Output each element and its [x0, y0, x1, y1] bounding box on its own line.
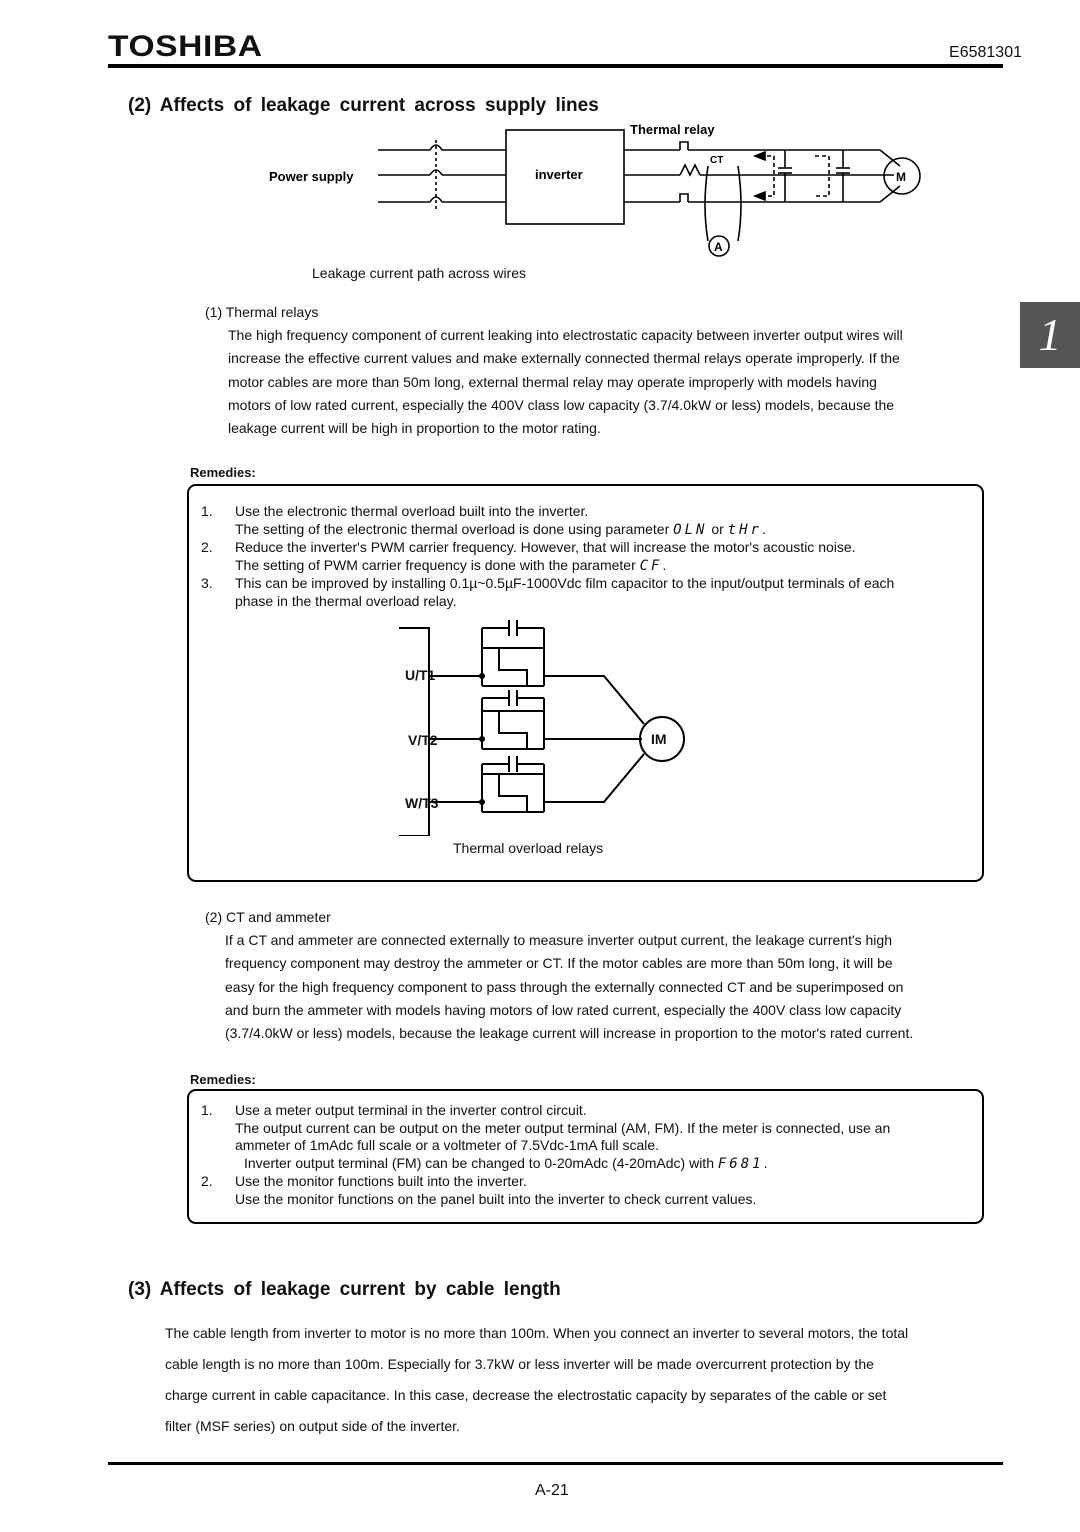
- remedies-box-thermal: [187, 484, 984, 882]
- remedy-line: Reduce the inverter's PWM carrier frequency. However, that will increase the motor's acoustic noise.: [235, 539, 856, 556]
- remedies-box-ammeter: [187, 1089, 984, 1224]
- thermal-relay-label: Thermal relay: [630, 122, 715, 137]
- paragraph-line: The cable length from inverter to motor is no more than 100m. When you connect an inverter to several motors, the total: [165, 1325, 909, 1341]
- paragraph-line: If a CT and ammeter are connected externally to measure inverter output current, the leakage current's high: [225, 932, 892, 948]
- list-number: 1.: [201, 1102, 213, 1118]
- footer-rule: [108, 1462, 1003, 1465]
- remedy-line: Inverter output terminal (FM) can be changed to 0-20mAdc (4-20mAdc) with F681.: [244, 1154, 768, 1172]
- paragraph-line: motor cables are more than 50m long, external thermal relay may operate improperly with models having: [228, 373, 877, 390]
- paragraph-line: frequency component may destroy the ammeter or CT. If the motor cables are more than 50m long, it will be: [225, 955, 893, 972]
- ct-ammeter-text: [225, 929, 1015, 1045]
- circuit-caption: Thermal overload relays: [453, 840, 604, 856]
- paragraph-line: charge current in cable capacitance. In this case, decrease the electrostatic capacity by separates of the cable or set: [165, 1387, 887, 1403]
- remedy-line: phase in the thermal overload relay.: [235, 592, 457, 609]
- param-thr: tHr: [727, 521, 762, 538]
- w-terminal-label: W/T3: [405, 795, 439, 811]
- remedies-label: Remedies:: [190, 465, 256, 480]
- remedy-line: Use the monitor functions built into the inverter.: [235, 1173, 527, 1190]
- list-number: 2.: [201, 539, 213, 556]
- remedy-line: This can be improved by installing 0.1µ~0.5µF-1000Vdc film capacitor to the input/output terminals of each: [235, 575, 895, 592]
- remedy-line: The output current can be output on the meter output terminal (AM, FM). If the meter is connected, use an: [235, 1119, 891, 1136]
- remedy-line: The setting of PWM carrier frequency is done with the parameter CF.: [235, 556, 667, 574]
- paragraph-line: leakage current will be high in proportion to the motor rating.: [228, 420, 601, 437]
- remedy-line: The setting of the electronic thermal overload is done using parameter OLN or tHr.: [235, 520, 766, 538]
- param-f681: F681: [717, 1155, 764, 1172]
- ct-ammeter-heading: (2) CT and ammeter: [205, 909, 331, 925]
- paragraph-line: motors of low rated current, especially the 400V class low capacity (3.7/4.0kW or less) models, because the: [228, 396, 895, 413]
- motor-label: M: [896, 170, 906, 184]
- leakage-path-diagram: [260, 118, 940, 263]
- paragraph-line: and burn the ammeter with models having motors of low rated current, especially the 400V class low capacity: [225, 1001, 902, 1018]
- document-number: E6581301: [949, 44, 1022, 61]
- param-cf: CF: [639, 557, 663, 574]
- paragraph-line: easy for the high frequency component to pass through the externally connected CT and be superimposed on: [225, 978, 904, 995]
- u-terminal-label: U/T1: [405, 667, 436, 683]
- list-number: 1.: [201, 503, 213, 519]
- paragraph-line: increase the effective current values and make externally connected thermal relays operate improperly. If the: [228, 350, 900, 367]
- im-motor-label: IM: [651, 731, 667, 747]
- list-number: 3.: [201, 575, 213, 592]
- paragraph-line: The high frequency component of current leaking into electrostatic capacity between inverter output wires will: [228, 327, 903, 343]
- ct-label: CT: [710, 155, 724, 166]
- v-terminal-label: V/T2: [408, 732, 438, 748]
- remedy-line: Use the monitor functions on the panel built into the inverter to check current values.: [235, 1190, 757, 1207]
- list-number: 2.: [201, 1173, 213, 1190]
- remedies-label: Remedies:: [190, 1072, 256, 1087]
- paragraph-line: (3.7/4.0kW or less) models, because the leakage current will increase in proportion to the motor's rated current.: [225, 1025, 914, 1042]
- section-3-title: (3) Affects of leakage current by cable length: [128, 1279, 561, 1300]
- remedy-line: Use a meter output terminal in the inverter control circuit.: [235, 1102, 587, 1118]
- page-number: A-21: [535, 1482, 569, 1499]
- param-oln: OLN: [673, 521, 708, 538]
- section-3-text: [165, 1318, 1005, 1442]
- ammeter-label: A: [714, 240, 723, 254]
- power-supply-label: Power supply: [269, 169, 354, 184]
- header-rule: [108, 64, 1003, 68]
- inverter-label: inverter: [535, 167, 583, 182]
- section-2-title: (2) Affects of leakage current across supply lines: [128, 95, 599, 116]
- diagram-caption: Leakage current path across wires: [312, 265, 526, 281]
- chapter-tab: 1: [1020, 302, 1080, 368]
- paragraph-line: filter (MSF series) on output side of the inverter.: [165, 1418, 460, 1434]
- thermal-relays-heading: (1) Thermal relays: [205, 304, 319, 320]
- thermal-relays-text: [228, 324, 1008, 440]
- remedy-line: ammeter of 1mAdc full scale or a voltmeter of 7.5Vdc-1mA full scale.: [235, 1137, 660, 1154]
- remedy-line: Use the electronic thermal overload built into the inverter.: [235, 503, 589, 519]
- toshiba-logo: TOSHIBA: [108, 30, 263, 63]
- paragraph-line: cable length is no more than 100m. Especially for 3.7kW or less inverter will be made overcurrent protection by the: [165, 1356, 874, 1372]
